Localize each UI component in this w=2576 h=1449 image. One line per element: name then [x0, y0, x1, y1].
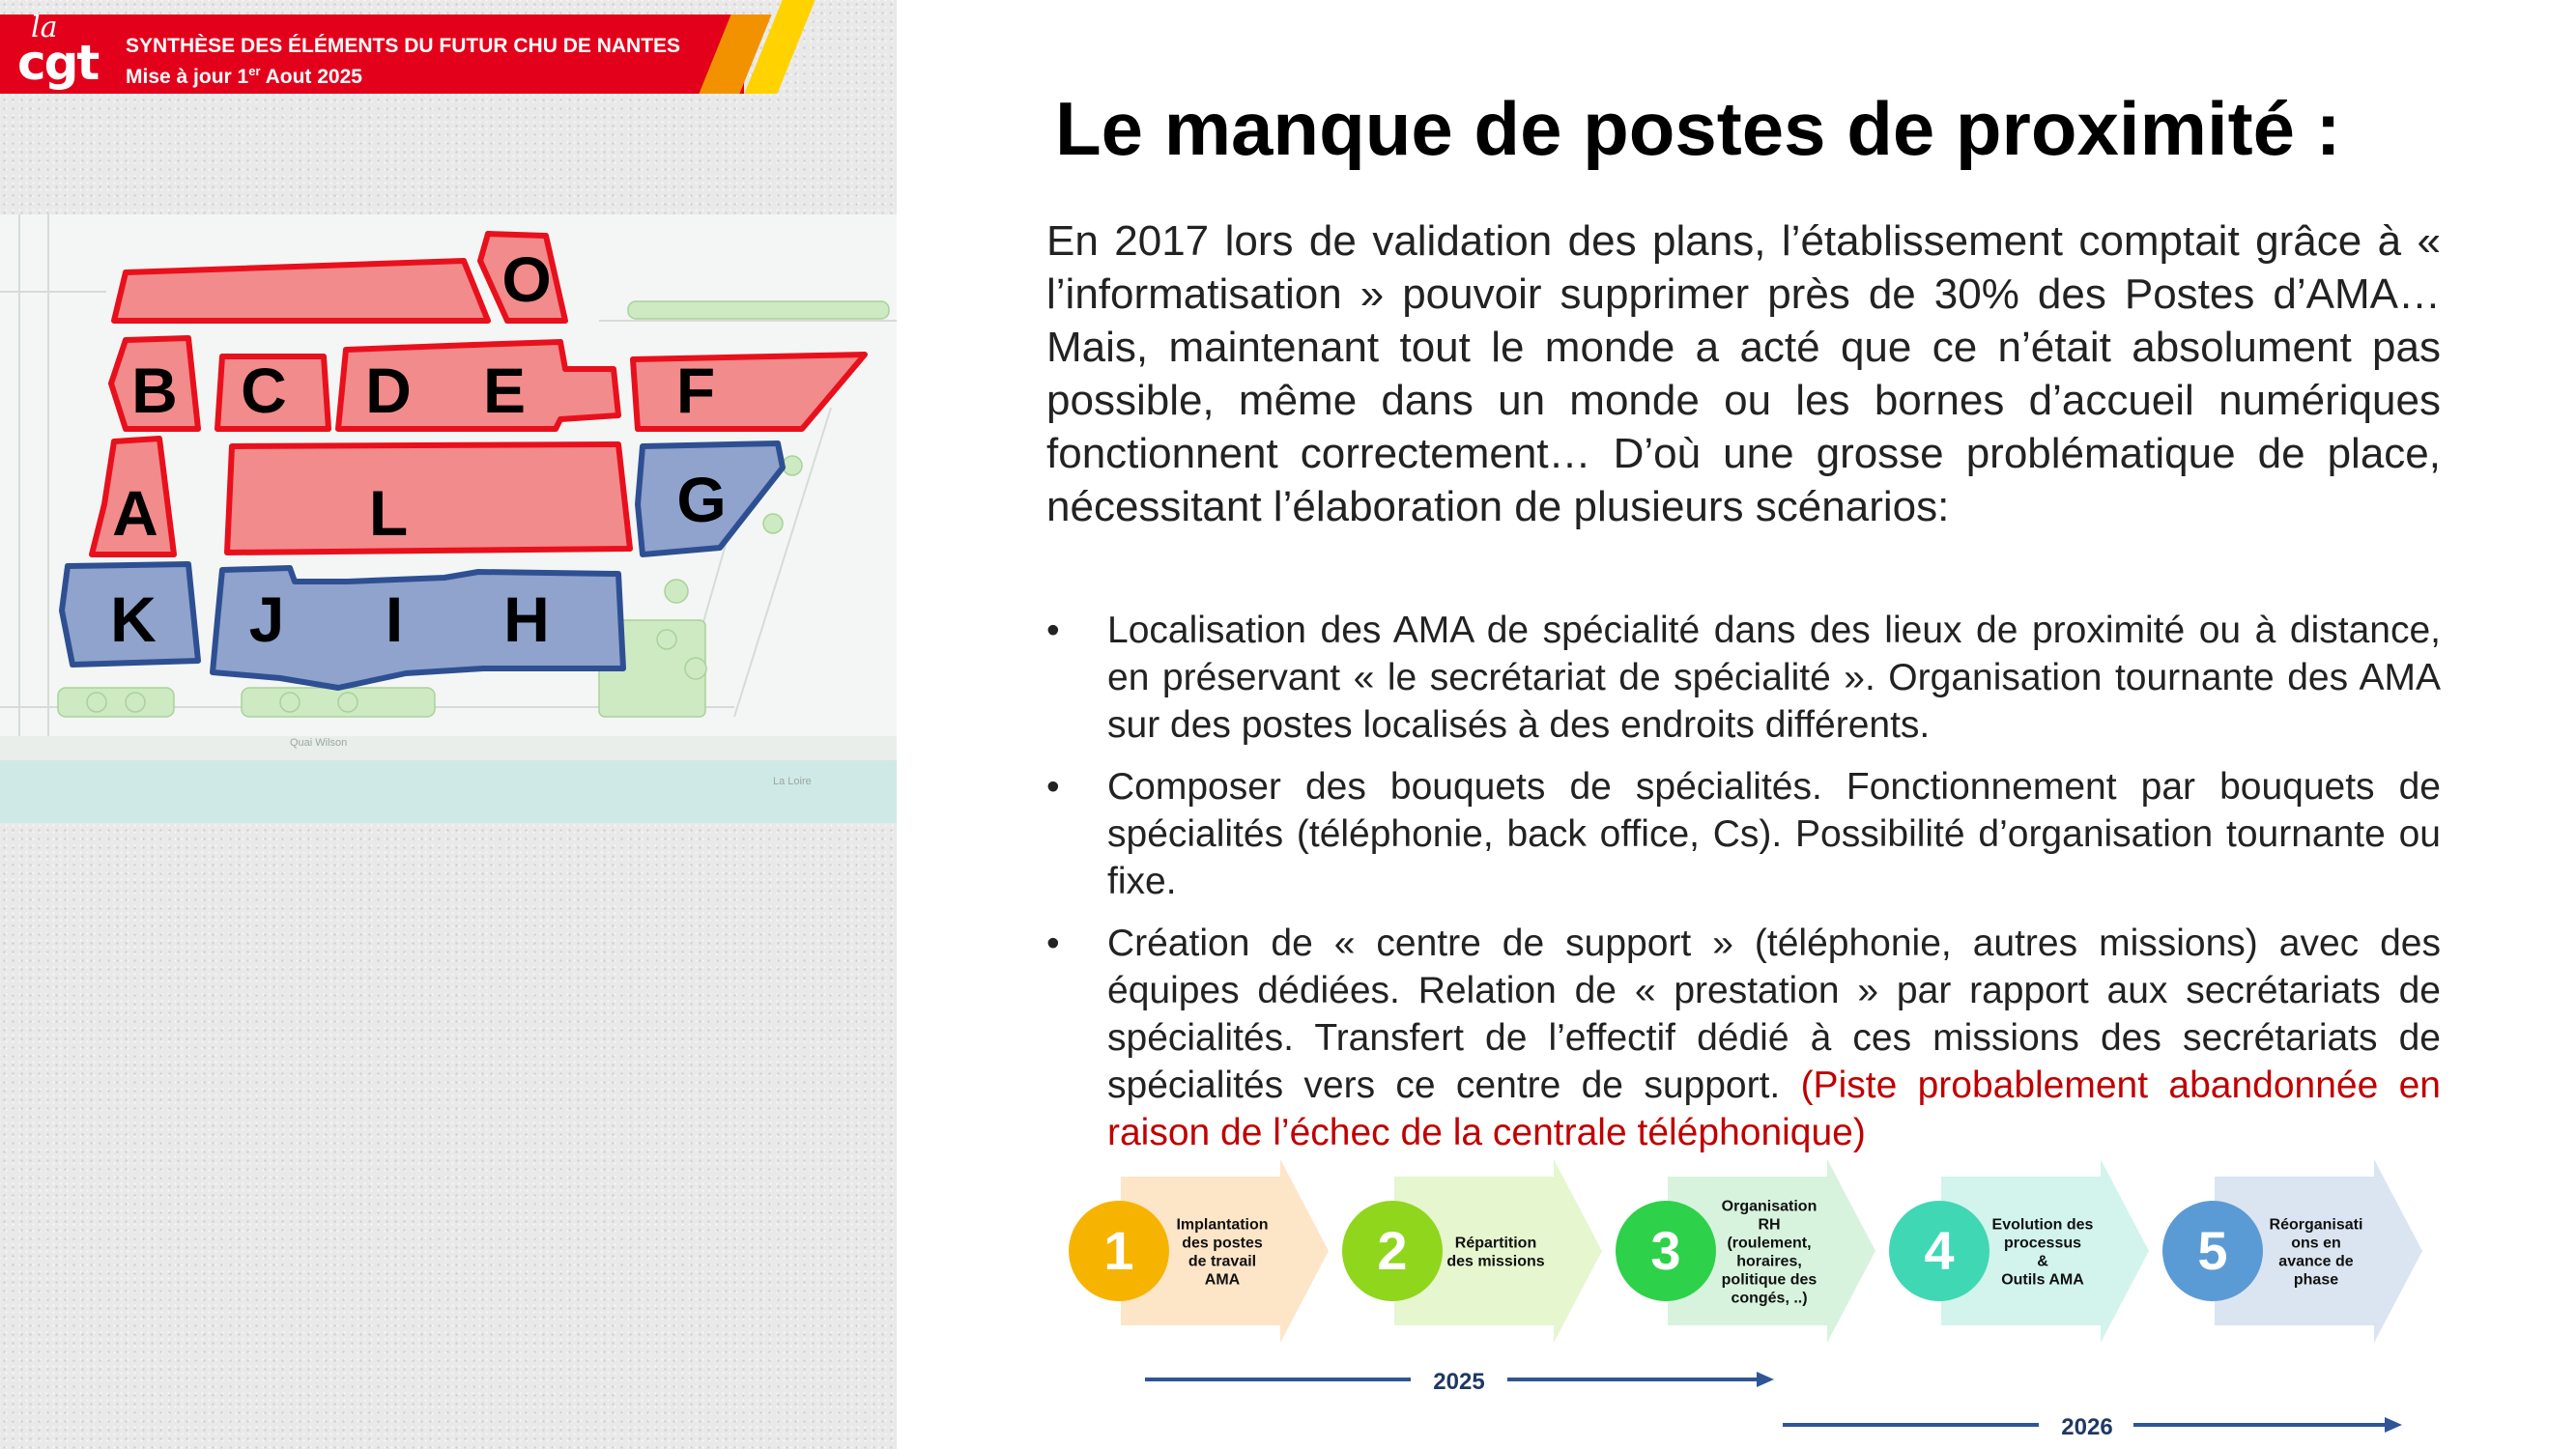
- site-map: [0, 214, 897, 823]
- bullet-note: (Piste probablement abandonnée en raison de l’échec de la centrale téléphonique): [1107, 1065, 2441, 1153]
- bullet-marker: •: [1046, 923, 1060, 964]
- timeline-step-number: 4: [1924, 1220, 1955, 1281]
- header-subtitle-sup: er: [248, 64, 261, 78]
- bullet-text: Localisation des AMA de spécialité dans des lieux de proximité ou à distance, en préservant « le secrétariat de spécialité ». Organisation tournante des AMA sur des postes localisés à des endroits différents.: [1107, 610, 2441, 746]
- quay-road: [0, 736, 897, 760]
- left-panel: [0, 0, 897, 1449]
- timeline-step: [1069, 1159, 1329, 1343]
- timeline-step-label: &: [2037, 1253, 2048, 1270]
- timeline-step: [1342, 1159, 1602, 1343]
- building-o-west: [114, 261, 488, 321]
- timeline-step-label: AMA: [1204, 1271, 1241, 1289]
- bullet-item: [1046, 607, 2441, 749]
- timeline-step-label: politique des: [1721, 1271, 1818, 1289]
- bullet-text: Création de « centre de support » (téléphonie, autres missions) avec des équipes dédiées. Relation de « prestation » par rapport aux secrétariats de spécialités. Transfert de l’effectif dédié à ces missions des secrétariats de spécialités vers ce centre de support.: [1107, 923, 2441, 1106]
- building-label-f: F: [675, 355, 716, 426]
- year-label-2025: 2025: [1433, 1369, 1485, 1395]
- timeline-step-label: Organisation: [1721, 1198, 1818, 1215]
- timeline: [1063, 1159, 2464, 1449]
- timeline-step-label: Implantation: [1176, 1216, 1269, 1234]
- year-marker-2025: [1145, 1369, 1774, 1395]
- timeline-step-label: (roulement,: [1727, 1235, 1812, 1252]
- bullet-text-block: [1107, 920, 2441, 1156]
- bullet-marker: •: [1046, 766, 1060, 808]
- building-label-c: C: [241, 355, 287, 426]
- year-arrowhead-2026: [2385, 1417, 2402, 1433]
- timeline-step-number: 1: [1103, 1220, 1134, 1281]
- timeline-step-label: avance de: [2278, 1253, 2354, 1270]
- timeline-step-label: des missions: [1446, 1253, 1545, 1270]
- building-label-d: D: [365, 355, 412, 426]
- header-subtitle: [126, 64, 362, 89]
- building-label-l: L: [368, 477, 409, 549]
- page-title: Le manque de postes de proximité :: [1055, 86, 2341, 171]
- building-l: [227, 444, 630, 553]
- timeline-step-label: congés, ..): [1731, 1290, 1808, 1307]
- building-label-g: G: [676, 464, 727, 535]
- timeline-step-label: processus: [2003, 1235, 2082, 1252]
- timeline-step-label: des postes: [1182, 1235, 1263, 1252]
- building-label-k: K: [110, 583, 157, 655]
- timeline-step-number: 5: [2197, 1220, 2228, 1281]
- timeline-step-label: horaires,: [1736, 1253, 1802, 1270]
- timeline-step-label: phase: [2293, 1271, 2339, 1289]
- timeline-step-number: 2: [1377, 1220, 1408, 1281]
- building-label-h: H: [503, 583, 550, 655]
- year-label-2026: 2026: [2061, 1414, 2113, 1440]
- timeline-step-label: Répartition: [1454, 1235, 1537, 1252]
- header-subtitle-suffix: Aout 2025: [260, 66, 362, 88]
- bullet-item: [1046, 920, 2441, 1156]
- timeline-step: [1889, 1159, 2149, 1343]
- bullet-item: [1046, 763, 2441, 905]
- timeline-step-label: ons en: [2291, 1235, 2341, 1252]
- river: [0, 760, 897, 823]
- timeline-step-label: de travail: [1188, 1253, 1257, 1270]
- timeline-step-label: Evolution des: [1991, 1216, 2094, 1234]
- bullet-text: Composer des bouquets de spécialités. Fonctionnement par bouquets de spécialités (téléphonie, back office, Cs). Possibilité d’organisation tournante ou fixe.: [1107, 766, 2441, 902]
- building-label-b: B: [131, 355, 178, 426]
- building-label-a: A: [112, 477, 158, 549]
- cgt-logo: cgt: [17, 35, 99, 91]
- timeline-step: [1616, 1159, 1875, 1343]
- street-label-loire: La Loire: [773, 776, 812, 787]
- street-label-quai: Quai Wilson: [290, 737, 348, 749]
- header-title: SYNTHÈSE DES ÉLÉMENTS DU FUTUR CHU DE NANTES: [126, 35, 681, 57]
- building-label-e: E: [482, 355, 527, 426]
- timeline-step: [2162, 1159, 2422, 1343]
- timeline-step-label: Réorganisati: [2269, 1216, 2363, 1234]
- bullet-marker: •: [1046, 610, 1060, 651]
- header-subtitle-prefix: Mise à jour 1: [126, 66, 249, 88]
- intro-paragraph: En 2017 lors de validation des plans, l’établissement comptait grâce à « l’informatisation » pouvoir supprimer près de 30% des Postes d’AMA… Mais, maintenant tout le monde a acté que ce n’était absolument pas possible, même dans un monde ou les bornes d’accueil numériques fonctionnent correctement… D’où une grosse problématique de place, nécessitant l’élaboration de plusieurs scénarios:: [1046, 217, 2441, 530]
- cgt-logo-la: la: [31, 11, 58, 44]
- year-marker-2026: [1783, 1414, 2402, 1440]
- timeline-step-label: Outils AMA: [2001, 1271, 2084, 1289]
- building-label-j: J: [248, 583, 285, 655]
- year-arrowhead-2025: [1757, 1372, 1774, 1387]
- building-label-o: O: [501, 243, 552, 315]
- timeline-step-label: RH: [1758, 1216, 1781, 1234]
- building-label-i: I: [385, 583, 404, 655]
- timeline-step-number: 3: [1650, 1220, 1681, 1281]
